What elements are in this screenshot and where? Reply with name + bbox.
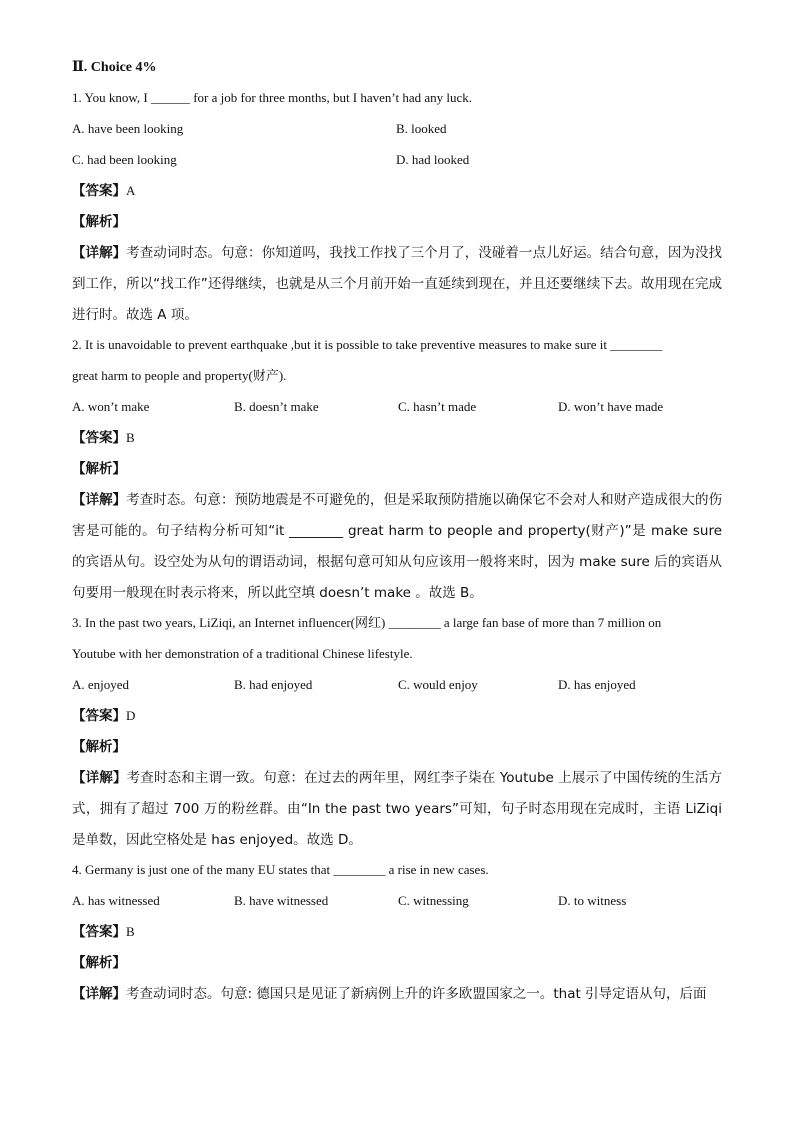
option-d: D. had looked	[396, 152, 470, 167]
options-row	[72, 399, 722, 415]
option-a: A. won’t make	[72, 399, 150, 414]
detail-paragraph	[72, 763, 722, 856]
document-page	[72, 60, 722, 1010]
detail-label: 【详解】	[72, 986, 126, 1002]
answer-value: D	[126, 708, 136, 723]
question-1	[72, 90, 722, 331]
question-stem: 2. It is unavoidable to prevent earthquake ,but it is possible to take preventive measures to make sure it ________	[72, 337, 663, 352]
option-b: B. had enjoyed	[234, 677, 313, 692]
answer-value: B	[126, 430, 135, 445]
section-title: Ⅱ. Choice 4%	[72, 60, 157, 75]
analysis-line	[72, 739, 722, 755]
option-a: A. has witnessed	[72, 893, 160, 908]
option-b: B. have witnessed	[234, 893, 329, 908]
option-c: C. witnessing	[398, 893, 469, 908]
question-2	[72, 337, 722, 609]
question-stem-cont: great harm to people and property(财产).	[72, 368, 287, 383]
answer-label: 【答案】	[72, 924, 126, 940]
analysis-label: 【解析】	[72, 739, 126, 755]
question-3	[72, 615, 722, 856]
answer-line	[72, 924, 722, 940]
detail-label: 【详解】	[72, 770, 127, 786]
detail-text: 考查时态和主谓一致。句意：在过去的两年里，网红李子柒在 Youtube 上展示了中国传统的生活方式，拥有了超过 700 万的粉丝群。由“In the past two years”可知，句子时态用现在完成时，主语 LiZiqi 是单数，因此空格处是 has enjoyed。故选 D。	[72, 770, 723, 848]
option-d: D. won’t have made	[558, 399, 664, 414]
detail-text: 考查时态。句意：预防地震是不可避免的，但是采取预防措施以确保它不会对人和财产造成很大的伤害是可能的。句子结构分析可知“it ________ great harm to people and property(财产)”是 make sure 的宾语从句。设空处为从句的谓语动词，根据句意可知从句应该用一般将来时，因为 make sure 后的宾语从句要用一般现在时表示将来，所以此空填 doesn’t make 。故选 B。	[72, 492, 723, 601]
analysis-line	[72, 214, 722, 230]
answer-line	[72, 183, 722, 199]
analysis-label: 【解析】	[72, 214, 126, 230]
option-a: A. have been looking	[72, 121, 184, 136]
detail-label: 【详解】	[72, 492, 127, 508]
options-row	[72, 677, 722, 693]
answer-value: A	[126, 183, 136, 198]
answer-label: 【答案】	[72, 183, 126, 199]
detail-label: 【详解】	[72, 245, 127, 261]
answer-label: 【答案】	[72, 430, 126, 446]
analysis-label: 【解析】	[72, 461, 126, 477]
option-c: C. would enjoy	[398, 677, 478, 692]
options-row	[72, 893, 722, 909]
answer-value: B	[126, 924, 135, 939]
option-d: D. has enjoyed	[558, 677, 636, 692]
detail-text: 考查动词时态。句意：你知道吗，我找工作找了三个月了，没碰着一点儿好运。结合句意，因为没找到工作，所以“找工作”还得继续，也就是从三个月前开始一直延续到现在，并且还要继续下去。故用现在完成进行时。故选 A 项。	[72, 245, 723, 323]
option-c: C. had been looking	[72, 152, 177, 167]
question-stem: 4. Germany is just one of the many EU states that ________ a rise in new cases.	[72, 862, 489, 877]
question-4	[72, 862, 722, 1010]
question-stem: 3. In the past two years, LiZiqi, an Internet influencer(网红) ________ a large fan base of more than 7 million on	[72, 615, 662, 630]
detail-paragraph	[72, 979, 722, 1010]
detail-paragraph	[72, 485, 722, 609]
question-stem: 1. You know, I ______ for a job for three months, but I haven’t had any luck.	[72, 90, 473, 105]
answer-label: 【答案】	[72, 708, 126, 724]
answer-line	[72, 708, 722, 724]
option-d: D. to witness	[558, 893, 627, 908]
detail-paragraph	[72, 238, 722, 331]
option-b: B. looked	[396, 121, 447, 136]
options-row	[72, 121, 722, 137]
analysis-line	[72, 461, 722, 477]
answer-line	[72, 430, 722, 446]
option-b: B. doesn’t make	[234, 399, 319, 414]
option-c: C. hasn’t made	[398, 399, 477, 414]
analysis-line	[72, 955, 722, 971]
options-row	[72, 152, 722, 168]
option-a: A. enjoyed	[72, 677, 130, 692]
detail-text: 考查动词时态。句意: 德国只是见证了新病例上升的许多欧盟国家之一。that 引导定语从句，后面	[126, 986, 707, 1002]
question-stem-cont: Youtube with her demonstration of a traditional Chinese lifestyle.	[72, 646, 413, 661]
analysis-label: 【解析】	[72, 955, 126, 971]
